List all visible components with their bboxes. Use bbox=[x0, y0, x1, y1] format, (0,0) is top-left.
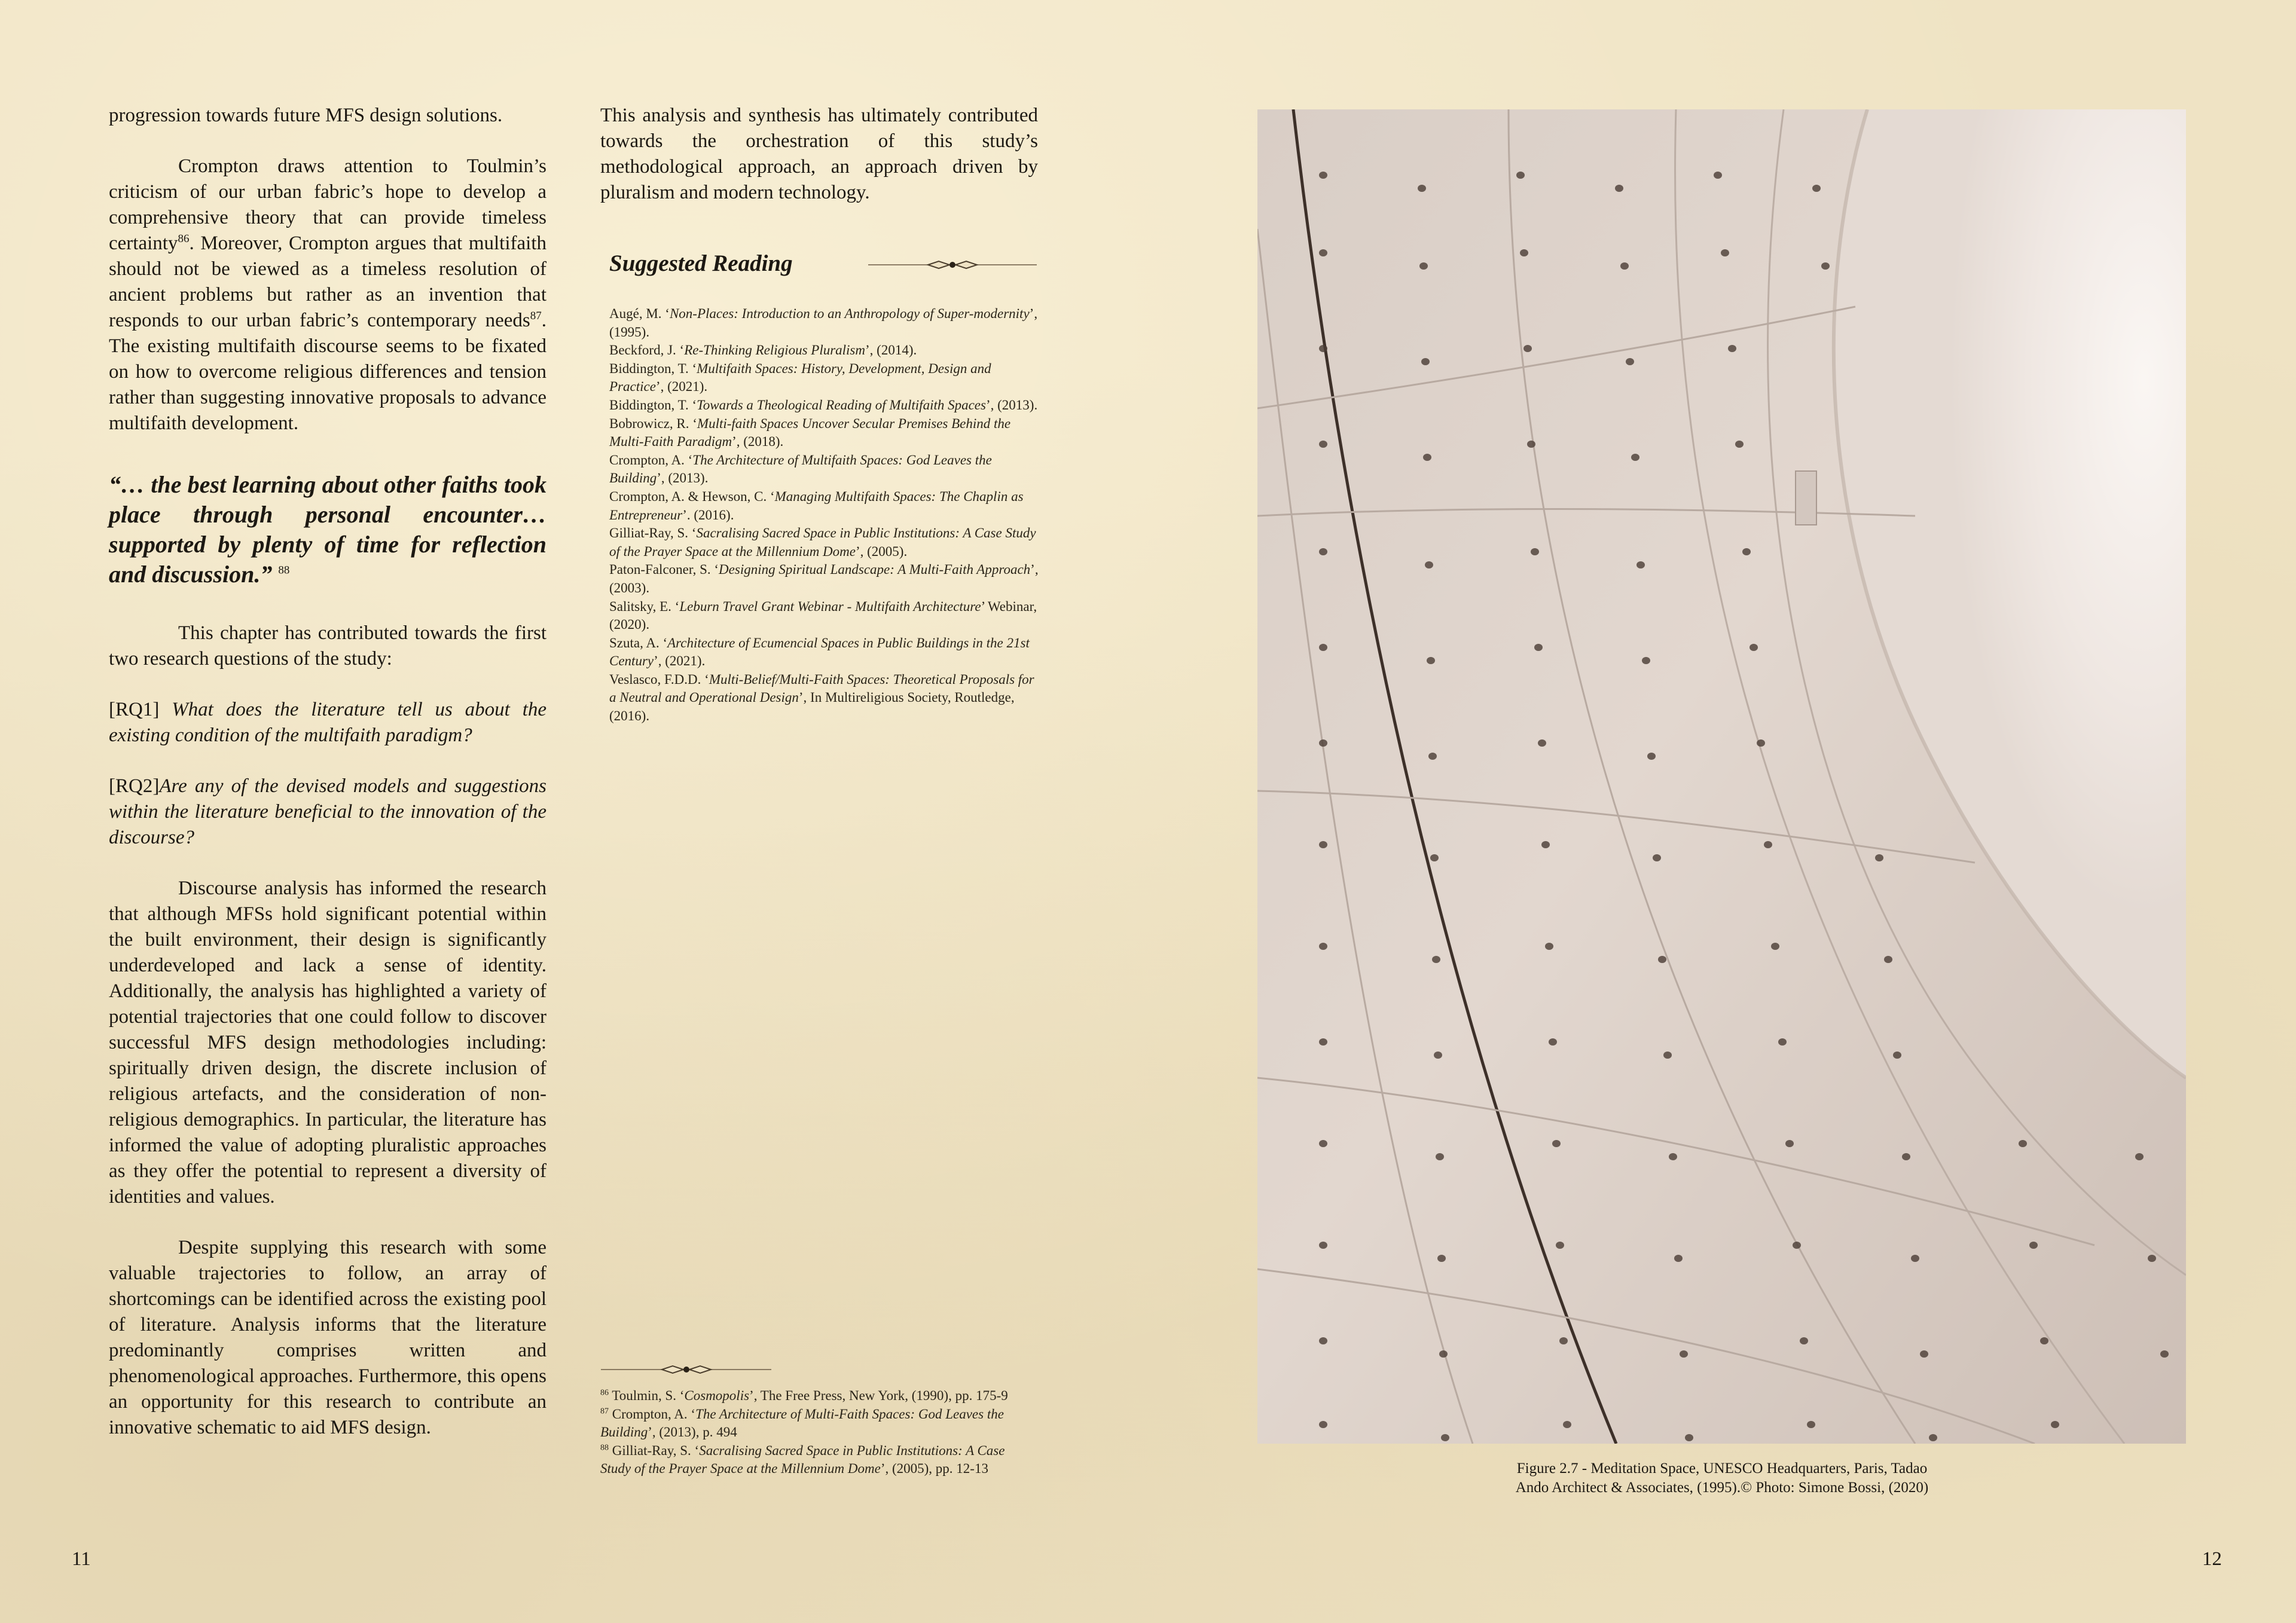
formwork-hole bbox=[1647, 753, 1656, 760]
footnote-number: 87 bbox=[600, 1406, 609, 1416]
footnote-ref: 87 bbox=[530, 310, 542, 322]
formwork-hole bbox=[1636, 561, 1645, 568]
meditation-space-image bbox=[1257, 109, 2186, 1444]
paragraph: This chapter has contributed towards the first two research questions of the study: bbox=[109, 622, 546, 670]
footnote-ref: 88 bbox=[278, 564, 290, 577]
footnote-author: Toulmin, S. ‘ bbox=[609, 1388, 685, 1403]
formwork-hole bbox=[1778, 1038, 1787, 1046]
formwork-hole bbox=[1821, 262, 1830, 270]
formwork-hole bbox=[1669, 1153, 1677, 1160]
text: . Moreover, Crompton argues that multifaith should not be viewed as a timeless resolution of ancient problems but rather as an invention that responds to our urban fabric’s contemporary needs bbox=[109, 233, 546, 331]
paragraph: progression towards future MFS design solutions. bbox=[109, 105, 503, 126]
quote-text: “… the best learning about other faiths took place through personal encounter… supported by plenty of time for reflection and discussion.” bbox=[109, 471, 546, 588]
formwork-hole bbox=[1319, 249, 1327, 256]
text: . The existing multifaith discourse seems to be fixated on how to overcome religious differences and tension rather than suggesting innovative proposals to advance multifaith development. bbox=[109, 310, 546, 434]
reference-title: Multi-faith Spaces Uncover Secular Premises Behind the Multi-Faith Paradigm bbox=[609, 415, 1011, 450]
formwork-hole bbox=[2160, 1350, 2169, 1358]
reference-title: Leburn Travel Grant Webinar - Multifaith Architecture bbox=[679, 598, 981, 614]
reference-year: ’, (2021). bbox=[654, 653, 706, 669]
footnote-author: Gilliat-Ray, S. ‘ bbox=[609, 1442, 700, 1458]
reference-year: ’, (2018). bbox=[732, 434, 784, 450]
formwork-hole bbox=[1620, 262, 1629, 270]
reference-year: ’ Webinar, (2020). bbox=[609, 598, 1037, 632]
footnote bbox=[600, 1442, 1036, 1478]
reference-item bbox=[609, 341, 1040, 360]
formwork-hole bbox=[1771, 943, 1779, 950]
reference-item bbox=[609, 671, 1040, 726]
formwork-hole bbox=[2135, 1153, 2144, 1160]
formwork-hole bbox=[1538, 739, 1546, 747]
reference-author: Veslasco, F.D.D. ‘ bbox=[609, 671, 709, 687]
reference-title: Non-Places: Introduction to an Anthropology of Super-modernity bbox=[669, 306, 1030, 321]
reference-title: Re-Thinking Religious Pluralism bbox=[684, 343, 865, 358]
reference-item bbox=[609, 305, 1040, 341]
reference-year: ’, (2005). bbox=[855, 543, 908, 559]
reference-item bbox=[609, 451, 1040, 488]
formwork-hole bbox=[1319, 1242, 1327, 1249]
reference-author: Beckford, J. ‘ bbox=[609, 343, 685, 358]
formwork-hole bbox=[1523, 345, 1532, 352]
formwork-hole bbox=[1929, 1434, 1937, 1441]
reference-year: ’, (2013). bbox=[657, 470, 709, 486]
pull-quote bbox=[109, 470, 546, 589]
footnote-ref: 86 bbox=[178, 233, 190, 245]
research-question-2 bbox=[109, 774, 546, 851]
rq-label: [RQ1] bbox=[109, 699, 160, 720]
reference-title: Multi-Belief/Multi-Faith Spaces: Theoretical Proposals for a Neutral and Operational Design bbox=[609, 671, 1034, 705]
reference-year: ’, (2014). bbox=[865, 343, 917, 358]
reference-item bbox=[609, 488, 1040, 524]
formwork-hole bbox=[1714, 172, 1722, 179]
footnote-title: Sacralising Sacred Space in Public Institutions: A Case Study of the Prayer Space at the Millennium Dome bbox=[600, 1442, 1005, 1477]
formwork-hole bbox=[1531, 548, 1539, 555]
formwork-hole bbox=[1423, 454, 1431, 461]
paragraph: This analysis and synthesis has ultimately contributed towards the orchestration of this study’s methodological approach, an approach driven by pluralism and modern technology. bbox=[600, 105, 1038, 203]
formwork-hole bbox=[1615, 185, 1623, 192]
formwork-hole bbox=[1534, 644, 1543, 651]
reference-title: Managing Multifaith Spaces: The Chaplin as Entrepreneur bbox=[609, 488, 1024, 522]
caption-line: Figure 2.7 - Meditation Space, UNESCO Headquarters, Paris, Tadao bbox=[1516, 1460, 1928, 1477]
formwork-hole bbox=[1663, 1052, 1672, 1059]
left-column bbox=[109, 103, 546, 1441]
reference-author: Augé, M. ‘ bbox=[609, 306, 670, 321]
formwork-hole bbox=[1653, 854, 1661, 861]
formwork-hole bbox=[1541, 841, 1550, 848]
formwork-hole bbox=[1319, 441, 1327, 448]
formwork-hole bbox=[1902, 1153, 1910, 1160]
reference-item bbox=[609, 524, 1040, 561]
formwork-hole bbox=[1721, 249, 1729, 256]
reference-year: ’, In Multireligious Society, Routledge, (2016). bbox=[609, 690, 1015, 724]
reference-title: Architecture of Ecumencial Spaces in Public Buildings in the 21st Century bbox=[609, 635, 1030, 669]
formwork-hole bbox=[1419, 262, 1428, 270]
suggested-reading-title: Suggested Reading bbox=[609, 250, 793, 276]
footnotes bbox=[600, 1387, 1036, 1478]
formwork-hole bbox=[1552, 1140, 1561, 1147]
reference-author: Biddington, T. ‘ bbox=[609, 360, 697, 376]
formwork-hole bbox=[1807, 1421, 1815, 1428]
ornament-divider bbox=[868, 258, 1037, 271]
footnote-source: ’, (2005), pp. 12-13 bbox=[880, 1461, 988, 1477]
formwork-hole bbox=[1516, 172, 1525, 179]
formwork-hole bbox=[1319, 943, 1327, 950]
rq-text: What does the literature tell us about the existing condition of the multifaith paradigm? bbox=[109, 699, 547, 746]
formwork-hole bbox=[1742, 548, 1751, 555]
footnote-author: Crompton, A. ‘ bbox=[609, 1406, 696, 1422]
formwork-hole bbox=[1436, 1153, 1444, 1160]
formwork-hole bbox=[1430, 854, 1439, 861]
text: Crompton draws attention to Toulmin’s criticism of our urban fabric’s hope to develop a comprehensive theory that can provide timeless certainty bbox=[109, 155, 546, 254]
formwork-hole bbox=[1642, 657, 1650, 664]
formwork-hole bbox=[1437, 1255, 1446, 1262]
reference-author: Crompton, A. & Hewson, C. ‘ bbox=[609, 488, 775, 504]
paragraph: Despite supplying this research with some valuable trajectories to follow, an array of shortcomings can be identified across the existing pool of literature. Analysis informs that the literature predominantly comprises written and phenomenological approaches. Furthermore, this opens an opportunity for this research to contribute an innovative schematic to aid MFS design. bbox=[109, 1237, 546, 1438]
formwork-hole bbox=[2019, 1140, 2027, 1147]
footnote-number: 86 bbox=[600, 1388, 609, 1398]
reference-title: Multifaith Spaces: History, Development, Design and Practice bbox=[609, 360, 991, 395]
formwork-hole bbox=[1812, 185, 1821, 192]
reference-item bbox=[609, 396, 1040, 415]
formwork-hole bbox=[1319, 1337, 1327, 1344]
formwork-hole bbox=[2040, 1337, 2048, 1344]
formwork-hole bbox=[1439, 1350, 1448, 1358]
formwork-hole bbox=[1319, 1421, 1327, 1428]
formwork-hole bbox=[1793, 1242, 1801, 1249]
reference-year: ’. (2016). bbox=[682, 507, 734, 522]
formwork-hole bbox=[1319, 1140, 1327, 1147]
reference-item bbox=[609, 360, 1040, 396]
reference-year: ’, (2021). bbox=[655, 379, 708, 395]
formwork-hole bbox=[1319, 841, 1327, 848]
formwork-hole bbox=[1728, 345, 1736, 352]
reference-item bbox=[609, 561, 1040, 597]
reference-item bbox=[609, 415, 1040, 451]
reference-author: Crompton, A. ‘ bbox=[609, 452, 693, 467]
formwork-hole bbox=[1319, 172, 1327, 179]
formwork-hole bbox=[1626, 358, 1634, 365]
reference-title: Designing Spiritual Landscape: A Multi-Faith Approach bbox=[719, 562, 1031, 577]
formwork-hole bbox=[1559, 1337, 1568, 1344]
formwork-hole bbox=[1685, 1434, 1693, 1441]
figure-photo bbox=[1257, 109, 2186, 1444]
formwork-hole bbox=[1428, 753, 1437, 760]
formwork-hole bbox=[1427, 657, 1435, 664]
formwork-hole bbox=[1785, 1140, 1794, 1147]
formwork-hole bbox=[1875, 854, 1883, 861]
middle-column bbox=[600, 103, 1038, 206]
formwork-hole bbox=[1658, 956, 1666, 963]
formwork-hole bbox=[1520, 249, 1528, 256]
formwork-hole bbox=[1319, 739, 1327, 747]
reference-title: Sacralising Sacred Space in Public Institutions: A Case Study of the Prayer Space at the Millennium Dome bbox=[609, 525, 1036, 559]
formwork-hole bbox=[2051, 1421, 2059, 1428]
formwork-hole bbox=[1674, 1255, 1683, 1262]
footnote bbox=[600, 1405, 1036, 1442]
page-number-right: 12 bbox=[2202, 1548, 2222, 1570]
reference-author: Gilliat-Ray, S. ‘ bbox=[609, 525, 697, 541]
formwork-hole bbox=[1434, 1052, 1442, 1059]
paragraph: Discourse analysis has informed the research that although MFSs hold significant potential within the built environment, their design is significantly underdeveloped and lack a sense of identity. Additionally, the analysis has highlighted a variety of potential trajectories that one could follow to discover successful MFS design methodologies including: spiritually driven design, the discrete inclusion of religious artefacts, and the consideration of non-religious demographics. In particular, the literature has informed the value of adopting pluralistic approaches as they offer the potential to represent a diversity of identities and values. bbox=[109, 878, 546, 1208]
reference-title: Towards a Theological Reading of Multifaith Spaces bbox=[697, 397, 986, 412]
formwork-hole bbox=[1911, 1255, 1919, 1262]
formwork-hole bbox=[1432, 956, 1440, 963]
caption-line: Ando Architect & Associates, (1995).© Photo: Simone Bossi, (2020) bbox=[1515, 1480, 1929, 1496]
formwork-hole bbox=[1750, 644, 1758, 651]
footnote-title: The Architecture of Multi-Faith Spaces: God Leaves the Building bbox=[600, 1406, 1004, 1440]
formwork-hole bbox=[1680, 1350, 1688, 1358]
reference-author: Paton-Falconer, S. ‘ bbox=[609, 562, 719, 577]
paragraph bbox=[109, 154, 546, 436]
formwork-hole bbox=[1556, 1242, 1564, 1249]
formwork-hole bbox=[1441, 1434, 1449, 1441]
formwork-hole bbox=[1893, 1052, 1901, 1059]
formwork-hole bbox=[1884, 956, 1892, 963]
footnote-source: ’, The Free Press, New York, (1990), pp. 175-9 bbox=[749, 1388, 1008, 1403]
formwork-hole bbox=[1545, 943, 1553, 950]
rq-text: Are any of the devised models and suggestions within the literature beneficial to the innovation of the discourse? bbox=[109, 775, 546, 848]
footnote-number: 88 bbox=[600, 1443, 609, 1453]
reference-author: Biddington, T. ‘ bbox=[609, 397, 697, 412]
reference-item bbox=[609, 598, 1040, 634]
formwork-hole bbox=[1319, 548, 1327, 555]
reference-year: ’, (2003). bbox=[609, 562, 1039, 595]
reference-author: Salitsky, E. ‘ bbox=[609, 598, 680, 614]
reference-list bbox=[609, 305, 1040, 726]
rq-label: [RQ2] bbox=[109, 775, 160, 797]
reference-title: The Architecture of Multifaith Spaces: God Leaves the Building bbox=[609, 452, 992, 486]
formwork-hole bbox=[1425, 561, 1433, 568]
formwork-hole bbox=[1735, 441, 1744, 448]
reference-item bbox=[609, 634, 1040, 671]
footnote-source: ’, (2013), p. 494 bbox=[648, 1425, 737, 1440]
formwork-hole bbox=[1319, 644, 1327, 651]
formwork-hole bbox=[1764, 841, 1772, 848]
formwork-hole bbox=[1549, 1038, 1557, 1046]
formwork-hole bbox=[1800, 1337, 1808, 1344]
page-number-left: 11 bbox=[72, 1548, 91, 1570]
figure-caption bbox=[1453, 1459, 1991, 1497]
ornament-divider bbox=[601, 1363, 771, 1376]
formwork-hole bbox=[1319, 345, 1327, 352]
formwork-hole bbox=[2029, 1242, 2038, 1249]
formwork-hole bbox=[1920, 1350, 1928, 1358]
footnote bbox=[600, 1387, 1036, 1405]
formwork-hole bbox=[1527, 441, 1535, 448]
formwork-hole bbox=[1757, 739, 1765, 747]
reference-year: ’, (1995). bbox=[609, 306, 1038, 340]
research-question-1 bbox=[109, 697, 546, 748]
formwork-hole bbox=[2148, 1255, 2156, 1262]
formwork-hole bbox=[1631, 454, 1639, 461]
reference-year: ’, (2013). bbox=[985, 397, 1038, 412]
formwork-hole bbox=[1418, 185, 1426, 192]
reference-author: Szuta, A. ‘ bbox=[609, 635, 668, 650]
footnote-title: Cosmopolis bbox=[684, 1388, 750, 1403]
reference-author: Bobrowicz, R. ‘ bbox=[609, 415, 697, 431]
formwork-hole bbox=[1563, 1421, 1571, 1428]
formwork-hole bbox=[1421, 358, 1430, 365]
formwork-hole bbox=[1319, 1038, 1327, 1046]
